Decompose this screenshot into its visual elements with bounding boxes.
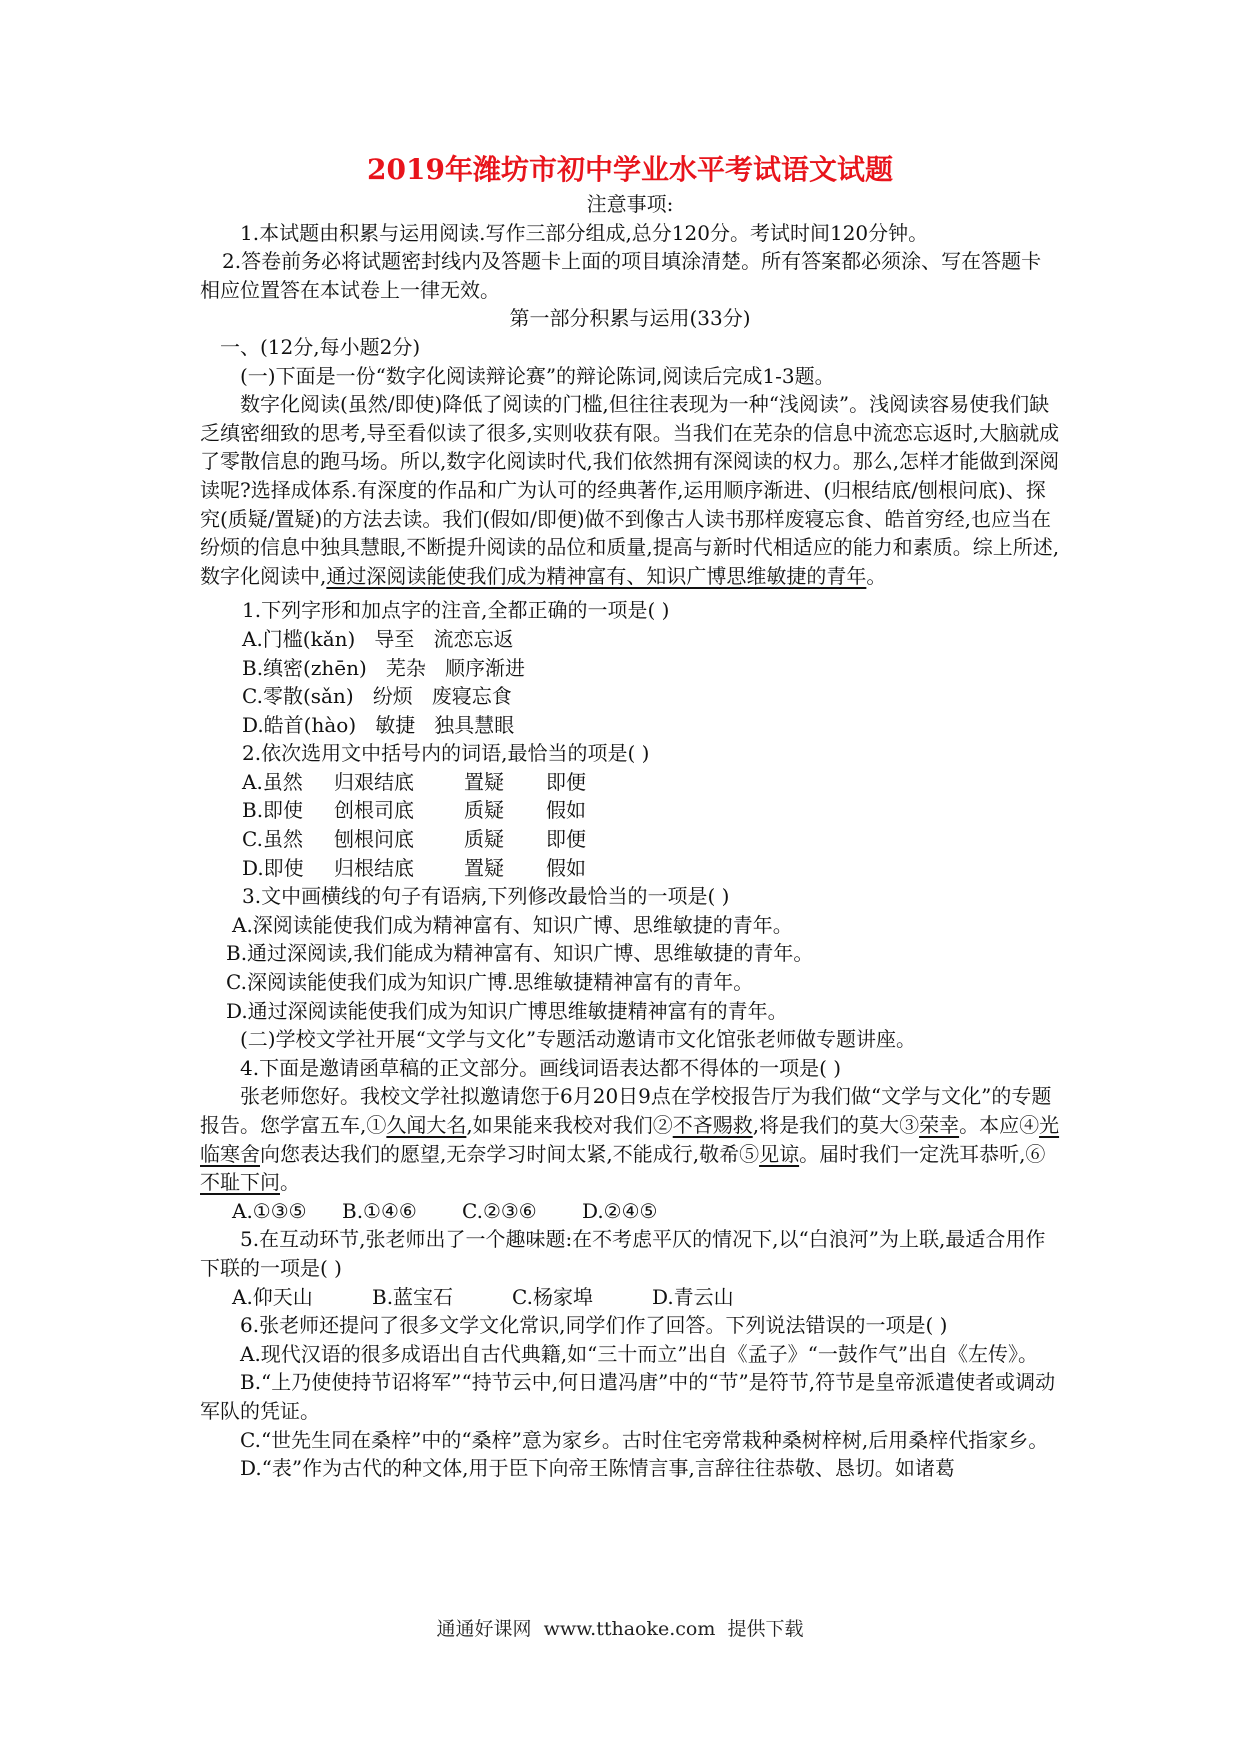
q4-option-b: B.①④⑥ [342,1198,417,1223]
underlined-word-5: 见谅 [759,1141,800,1166]
q1-option-a: A.门槛(kǎn) 导至 流恋忘返 [242,626,514,651]
q2-stem: 2.依次选用文中括号内的词语,最恰当的项是( ) [242,741,650,766]
passage-end: 。 [866,563,887,588]
q2-a-1: A.虽然 [242,769,303,794]
sub2-intro: (二)学校文学社开展“文学与文化”专题活动邀请市文化馆张老师做专题讲座。 [240,1027,917,1052]
q2-d-4: 假如 [546,855,586,880]
q3-option-a: A.深阅读能使我们成为精神富有、知识广博、思维敏捷的青年。 [232,912,793,937]
q2-c-3: 质疑 [464,827,504,852]
invitation-part: 向您表达我们的愿望,无奈学习时间太紧,不能成行,敬希⑤ [260,1141,760,1166]
q2-b-4: 假如 [546,798,586,823]
invitation-part: 。届时我们一定洗耳恭听,⑥ [799,1141,1046,1166]
q3-option-c: C.深阅读能使我们成为知识广博.思维敏捷精神富有的青年。 [226,970,754,995]
q2-c-1: C.虽然 [242,827,303,852]
underlined-word-6: 不耻下问 [200,1170,280,1195]
q2-option-row [200,796,1060,825]
q1-stem: 1.下列字形和加点字的注音,全都正确的一项是( ) [242,598,670,623]
notice-item-1: 1.本试题由积累与运用阅读.写作三部分组成,总分120分。考试时间120分钟。 [240,220,929,245]
q2-b-2: 创根司底 [334,798,414,823]
q2-b-1: B.即使 [242,798,304,823]
underlined-word-2: 不吝赐救 [672,1113,753,1137]
q2-a-4: 即便 [546,769,586,794]
q4-option-c: C.②③⑥ [462,1198,537,1223]
q4-options [200,1197,1060,1226]
q6-option-b: B.“上乃使使持节诏将军”“持节云中,何日遣冯唐”中的“节”是符节,符节是皇帝派遣使者或调动军队的凭证。 [200,1370,1056,1423]
section1-heading: 一、(12分,每小题2分) [220,334,421,359]
underlined-word-3: 荣幸 [919,1113,960,1137]
q6-option-d: D.“表”作为古代的种文体,用于臣下向帝王陈情言事,言辞往往恭敬、恳切。如诸葛 [240,1456,955,1481]
q5-option-d: D.青云山 [652,1284,734,1309]
q5-option-b: B.蓝宝石 [372,1284,454,1309]
invitation-part: ,将是我们的莫大③ [752,1113,920,1137]
q6-stem: 6.张老师还提问了很多文学文化常识,同学们作了回答。下列说法错误的一项是( ) [240,1313,948,1338]
q3-option-d: D.通过深阅读能使我们成为知识广博思维敏捷精神富有的青年。 [226,998,788,1023]
invitation-part: ,如果能来我校对我们② [466,1113,673,1137]
q3-stem: 3.文中画横线的句子有语病,下列修改最恰当的一项是( ) [242,884,730,909]
q2-d-3: 置疑 [464,855,504,880]
q2-c-2: 刨根问底 [334,827,414,852]
q2-b-3: 质疑 [464,798,504,823]
passage-underlined-sentence: 通过深阅读能使我们成为精神富有、知识广博思维敏捷的青年 [326,563,867,588]
q2-a-2: 归艰结底 [334,769,414,794]
q2-option-row [200,768,1060,797]
invitation-text [200,1082,1060,1196]
q1-option-d: D.皓首(hào) 敏捷 独具慧眼 [242,712,515,737]
underlined-word-1: 久闻大名 [386,1113,467,1137]
q6-option-a: A.现代汉语的很多成语出自古代典籍,如“三十而立”出自《孟子》“一鼓作气”出自《左传》。 [240,1341,1039,1366]
underlined-word-4: 光临寒舍 [200,1113,1060,1166]
q2-a-3: 置疑 [464,769,504,794]
invitation-part: 张老师您好。我校文学社拟邀请您于6月20日9点在学校报告厅为我们做“文学与文化”的专题报告。您学富五车,① [200,1084,1052,1137]
q2-option-row [200,854,1060,883]
invitation-part: 。 [280,1170,300,1195]
q4-option-a: A.①③⑤ [232,1198,307,1223]
q4-stem: 4.下面是邀请函草稿的正文部分。画线词语表达都不得体的一项是( ) [240,1055,842,1080]
exam-title: 2019年潍坊市初中学业水平考试语文试题 [367,153,893,186]
q2-c-4: 即便 [546,827,586,852]
part1-heading: 第一部分积累与运用(33分) [509,306,751,331]
passage-text: 数字化阅读(虽然/即使)降低了阅读的门槛,但往往表现为一种“浅阅读”。浅阅读容易使我们缺乏缜密细致的思考,导至看似读了很多,实则收获有限。当我们在芜杂的信息中流恋忘返时,大脑就成了零散信息的跑马场。所以,数字化阅读时代,我们依然拥有深阅读的权力。那么,怎样才能做到深阅读呢?选择成体系.有深度的作品和广为认可的经典著作,运用顺序渐进、(归根结底/刨根问底)、探究(质疑/置疑)的方法去读。我们(假如/即便)做不到像古人读书那样废寝忘食、皓首穷经,也应当在纷烦的信息中独具慧眼,不断提升阅读的品位和质量,提高与新时代相适应的能力和素质。综上所述,数字化阅读中, [200,392,1060,588]
sub1-intro: (一)下面是一份“数字化阅读辩论赛”的辩论陈词,阅读后完成1-3题。 [240,363,835,388]
q2-option-row [200,825,1060,854]
q4-option-d: D.②④⑤ [582,1198,658,1223]
q5-option-a: A.仰天山 [232,1284,313,1309]
q2-d-1: D.即使 [242,855,304,880]
q1-option-b: B.缜密(zhēn) 芜杂 顺序渐进 [242,655,525,680]
exam-page [200,150,1060,1483]
notice-heading: 注意事项: [586,192,674,216]
q2-d-2: 归根结底 [334,855,414,880]
q3-option-b: B.通过深阅读,我们能成为精神富有、知识广博、思维敏捷的青年。 [226,941,814,966]
page-footer: 通通好课网 www.tthaoke.com 提供下载 [436,1618,804,1640]
q5-options [200,1283,1060,1312]
invitation-part: 。本应④ [959,1113,1040,1137]
notice-item-2: 2.答卷前务必将试题密封线内及答题卡上面的项目填涂清楚。所有答案都必须涂、写在答题卡相应位置答在本试卷上一律无效。 [200,249,1042,302]
q6-option-c: C.“世先生同在桑梓”中的“桑梓”意为家乡。古时住宅旁常栽种桑树梓树,后用桑梓代指家乡。 [240,1427,1049,1452]
reading-passage [200,390,1060,590]
q5-stem: 5.在互动环节,张老师出了一个趣味题:在不考虑平仄的情况下,以“白浪河”为上联,最适合用作下联的一项是( ) [200,1227,1046,1280]
q1-option-c: C.零散(sǎn) 纷烦 废寝忘食 [242,684,512,709]
q5-option-c: C.杨家埠 [512,1284,593,1309]
